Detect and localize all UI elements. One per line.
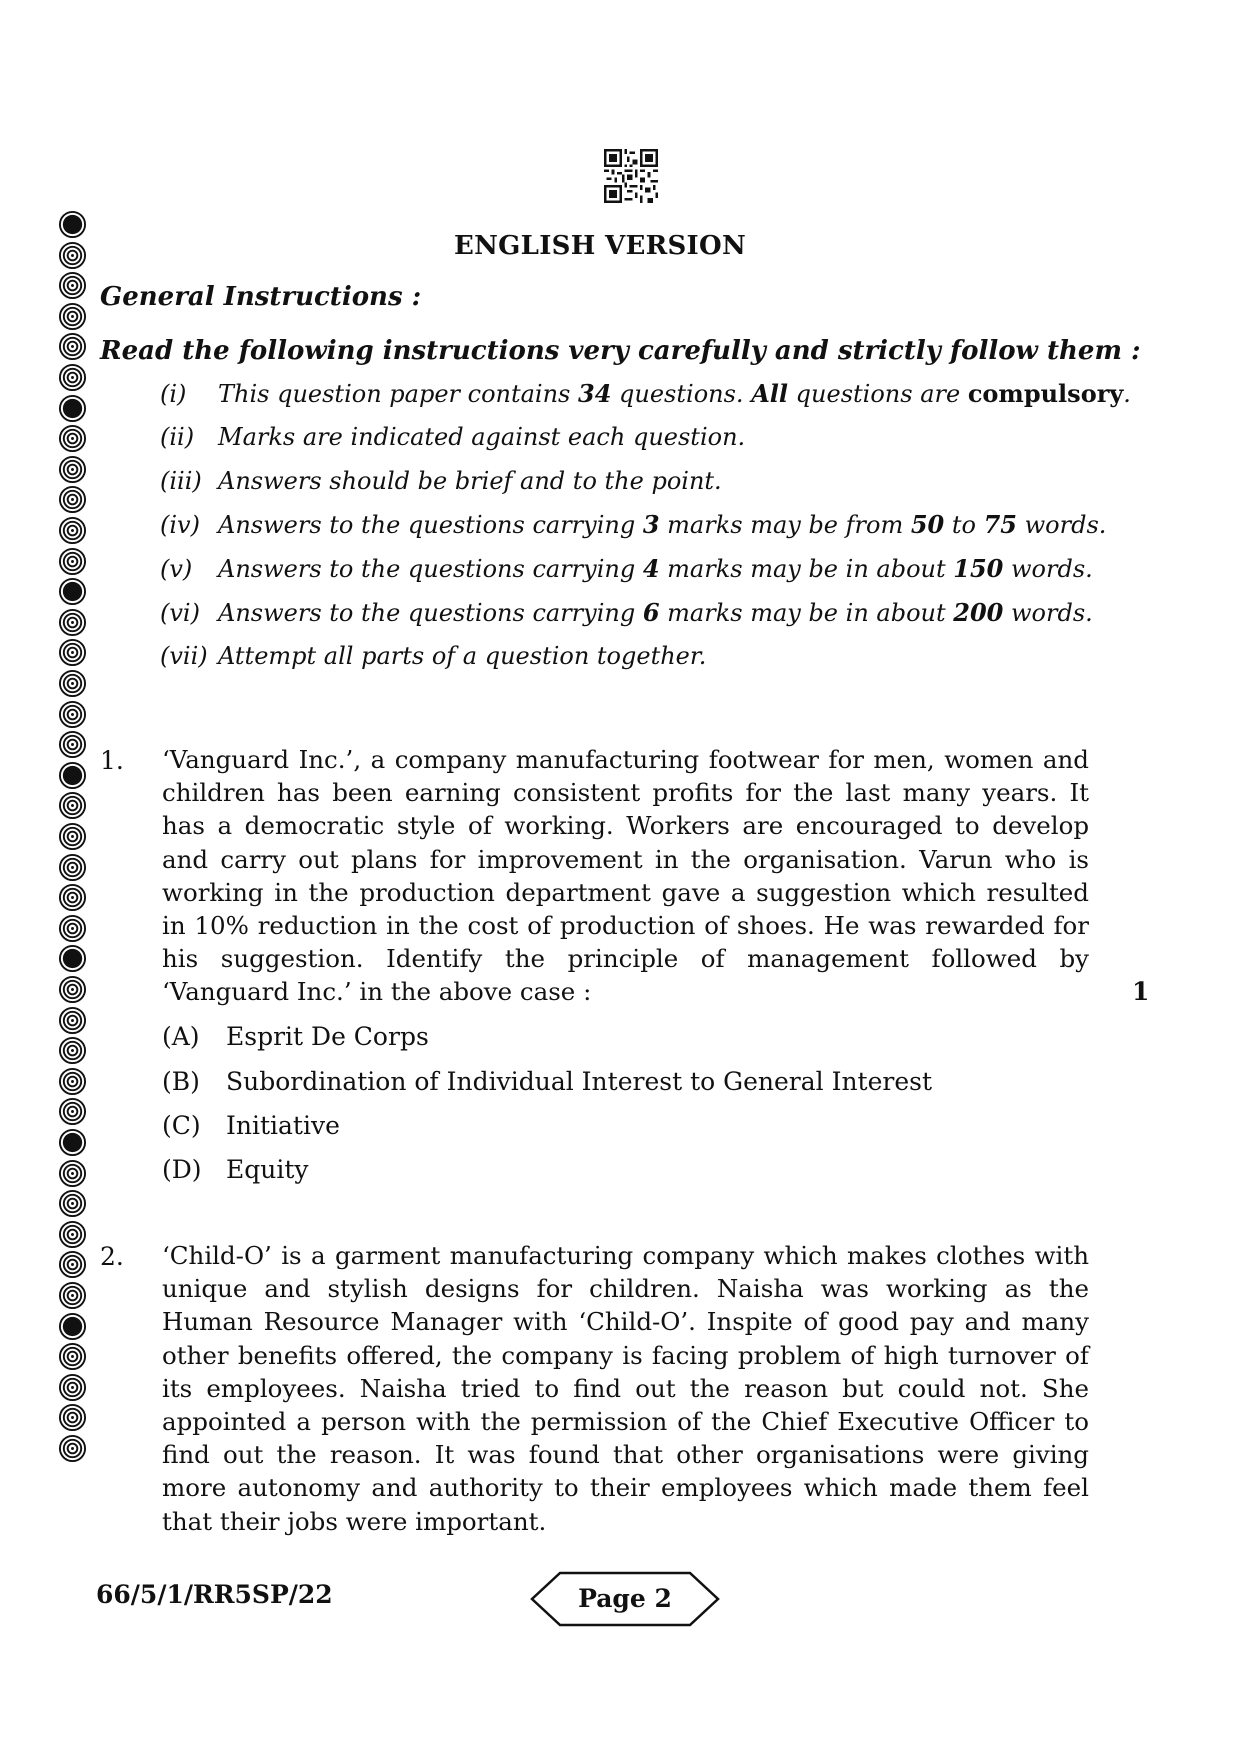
question-text: ‘Vanguard Inc.’, a company manufacturing footwear for men, women and children has been earning consistent profits for the last many years. It has a democratic style of working. Workers are encouraged to develop and carry out plans for improvement in the organisation. Varun who is working in the production department gave a suggestion which resulted in 10% reduction in the cost of production of shoes. He was rewarded for his suggestion. Identify the principle of management followed by ‘Vanguard Inc.’ in the above case : — [162, 745, 1089, 1007]
margin-ring-icon — [58, 1128, 87, 1157]
margin-ring-icon — [58, 1220, 87, 1249]
general-instructions-heading: General Instructions : — [100, 282, 422, 312]
instruction-item: (ii) Marks are indicated against each question. — [160, 423, 746, 451]
margin-ring-icon — [58, 424, 87, 453]
answer-option — [162, 1067, 932, 1096]
option-text: Esprit De Corps — [226, 1022, 429, 1051]
answer-option — [162, 1155, 309, 1184]
margin-ring-icon — [58, 485, 87, 514]
instruction-item: (vii) Attempt all parts of a question together. — [160, 642, 707, 670]
option-label: (D) — [162, 1155, 202, 1184]
question-number: 1. — [100, 746, 124, 775]
instruction-number: (iv) — [160, 511, 200, 539]
margin-ring-icon — [58, 1097, 87, 1126]
margin-ring-icon — [58, 271, 87, 300]
answer-option — [162, 1022, 429, 1051]
margin-ring-icon — [58, 1006, 87, 1035]
instruction-number: (vi) — [160, 599, 200, 627]
margin-ring-icon — [58, 761, 87, 790]
margin-ring-icon — [58, 853, 87, 882]
qr-code — [604, 149, 658, 203]
margin-ring-icon — [58, 1281, 87, 1310]
instruction-number: (v) — [160, 555, 193, 583]
margin-ring-icon — [58, 944, 87, 973]
margin-ring-icon — [58, 1067, 87, 1096]
margin-ring-icon — [58, 332, 87, 361]
margin-ring-icon — [58, 547, 87, 576]
instructions-lead: Read the following instructions very carefully and strictly follow them : — [100, 336, 1141, 366]
margin-ring-icon — [58, 1434, 87, 1463]
margin-ring-icon — [58, 1403, 87, 1432]
option-text: Initiative — [226, 1111, 340, 1140]
instruction-number: (vii) — [160, 642, 208, 670]
page-number: Page 2 — [578, 1584, 672, 1613]
question-marks: 1 — [1132, 977, 1150, 1006]
instruction-item: (i) This question paper contains 34 questions. All questions are compulsory. — [160, 379, 1131, 408]
margin-ring-icon — [58, 669, 87, 698]
margin-ring-icon — [58, 577, 87, 606]
margin-ring-icon — [58, 1373, 87, 1402]
margin-ring-icon — [58, 363, 87, 392]
margin-ring-icon — [58, 700, 87, 729]
margin-ring-icon — [58, 1342, 87, 1371]
version-title: ENGLISH VERSION — [453, 231, 747, 261]
question-text: ‘Child-O’ is a garment manufacturing company which makes clothes with unique and stylish designs for children. Naisha was working as the Human Resource Manager with ‘Child-O’. Inspite of good pay and many other benefits offered, the company is facing problem of high turnover of its employees. Naisha tried to find out the reason but could not. She appointed a person with the permission of the Chief Executive Officer to find out the reason. It was found that other organisations were giving more autonomy and authority to their employees which made them feel that their jobs were important. — [162, 1241, 1089, 1536]
instruction-item: (vi) Answers to the questions carrying 6 marks may be in about 200 words. — [160, 598, 1093, 627]
instruction-item: (v) Answers to the questions carrying 4 marks may be in about 150 words. — [160, 554, 1093, 583]
instruction-number: (i) — [160, 380, 187, 408]
margin-ring-icon — [58, 1036, 87, 1065]
instruction-item: (iii) Answers should be brief and to the point. — [160, 467, 722, 495]
margin-ring-icon — [58, 883, 87, 912]
question-number: 2. — [100, 1242, 124, 1271]
margin-ring-icon — [58, 516, 87, 545]
option-label: (A) — [162, 1022, 200, 1051]
margin-ring-icon — [58, 730, 87, 759]
margin-ring-icon — [58, 791, 87, 820]
margin-ring-icon — [58, 455, 87, 484]
margin-ring-icon — [58, 1312, 87, 1341]
page-number-tag — [530, 1571, 720, 1627]
instruction-number: (ii) — [160, 423, 195, 451]
paper-code: 66/5/1/RR5SP/22 — [96, 1580, 333, 1609]
margin-ring-icon — [58, 1159, 87, 1188]
option-label: (B) — [162, 1067, 200, 1096]
margin-ring-icon — [58, 1189, 87, 1218]
answer-option — [162, 1111, 340, 1140]
option-text: Equity — [226, 1155, 309, 1184]
margin-ring-icon — [58, 914, 87, 943]
option-text: Subordination of Individual Interest to General Interest — [226, 1067, 933, 1096]
instruction-item: (iv) Answers to the questions carrying 3 marks may be from 50 to 75 words. — [160, 510, 1107, 539]
option-label: (C) — [162, 1111, 201, 1140]
margin-ring-icon — [58, 822, 87, 851]
instruction-number: (iii) — [160, 467, 202, 495]
margin-ring-icon — [58, 302, 87, 331]
margin-ring-icon — [58, 975, 87, 1004]
margin-ring-icon — [58, 608, 87, 637]
margin-ring-icon — [58, 1250, 87, 1279]
margin-ring-icon — [58, 394, 87, 423]
margin-ring-icon — [58, 638, 87, 667]
